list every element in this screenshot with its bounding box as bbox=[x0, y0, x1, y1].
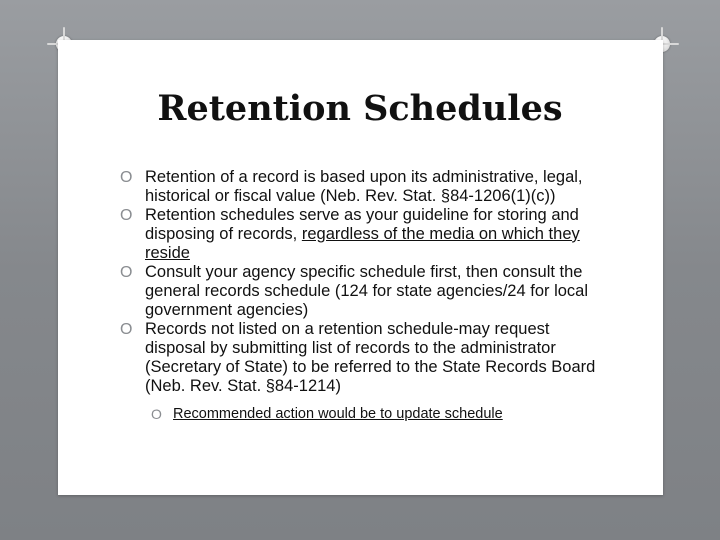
sub-bullet-marker-icon: O bbox=[151, 406, 162, 422]
bullet-text: Retention schedules serve as your guideline for storing and disposing of records, bbox=[145, 206, 579, 243]
bullet-marker-icon: O bbox=[120, 321, 133, 338]
bullet-marker-icon: O bbox=[120, 207, 133, 224]
bullet-marker-icon: O bbox=[120, 169, 133, 186]
bullet-item-3 bbox=[120, 263, 610, 320]
sub-bullet-text: Recommended action would be to update schedule bbox=[173, 406, 503, 422]
bullet-marker-icon: O bbox=[120, 264, 133, 281]
bullet-text: Consult your agency specific schedule first, then consult the general records schedule (124 for state agencies/24 for local government agencies) bbox=[145, 263, 589, 319]
bullet-item-2 bbox=[120, 206, 610, 263]
slide-title: Retention Schedules bbox=[157, 88, 563, 129]
bullet-text: Retention of a record is based upon its administrative, legal, historical or fiscal value (Neb. Rev. Stat. §84-1206(1)(c)) bbox=[145, 168, 583, 205]
bullet-text-underlined: regardless of the media on which they reside bbox=[145, 225, 580, 262]
bullet-text: Records not listed on a retention schedule-may request disposal by submitting list of records to the administrator (Secretary of State) to be referred to the State Records Board (Neb. Rev. Stat. §84-1214) bbox=[145, 320, 596, 395]
bullet-item-4 bbox=[120, 320, 610, 423]
bullet-list bbox=[120, 168, 610, 423]
sub-bullet-item-1 bbox=[145, 405, 610, 423]
bullet-item-1 bbox=[120, 168, 610, 206]
sub-bullet-list bbox=[145, 405, 610, 423]
